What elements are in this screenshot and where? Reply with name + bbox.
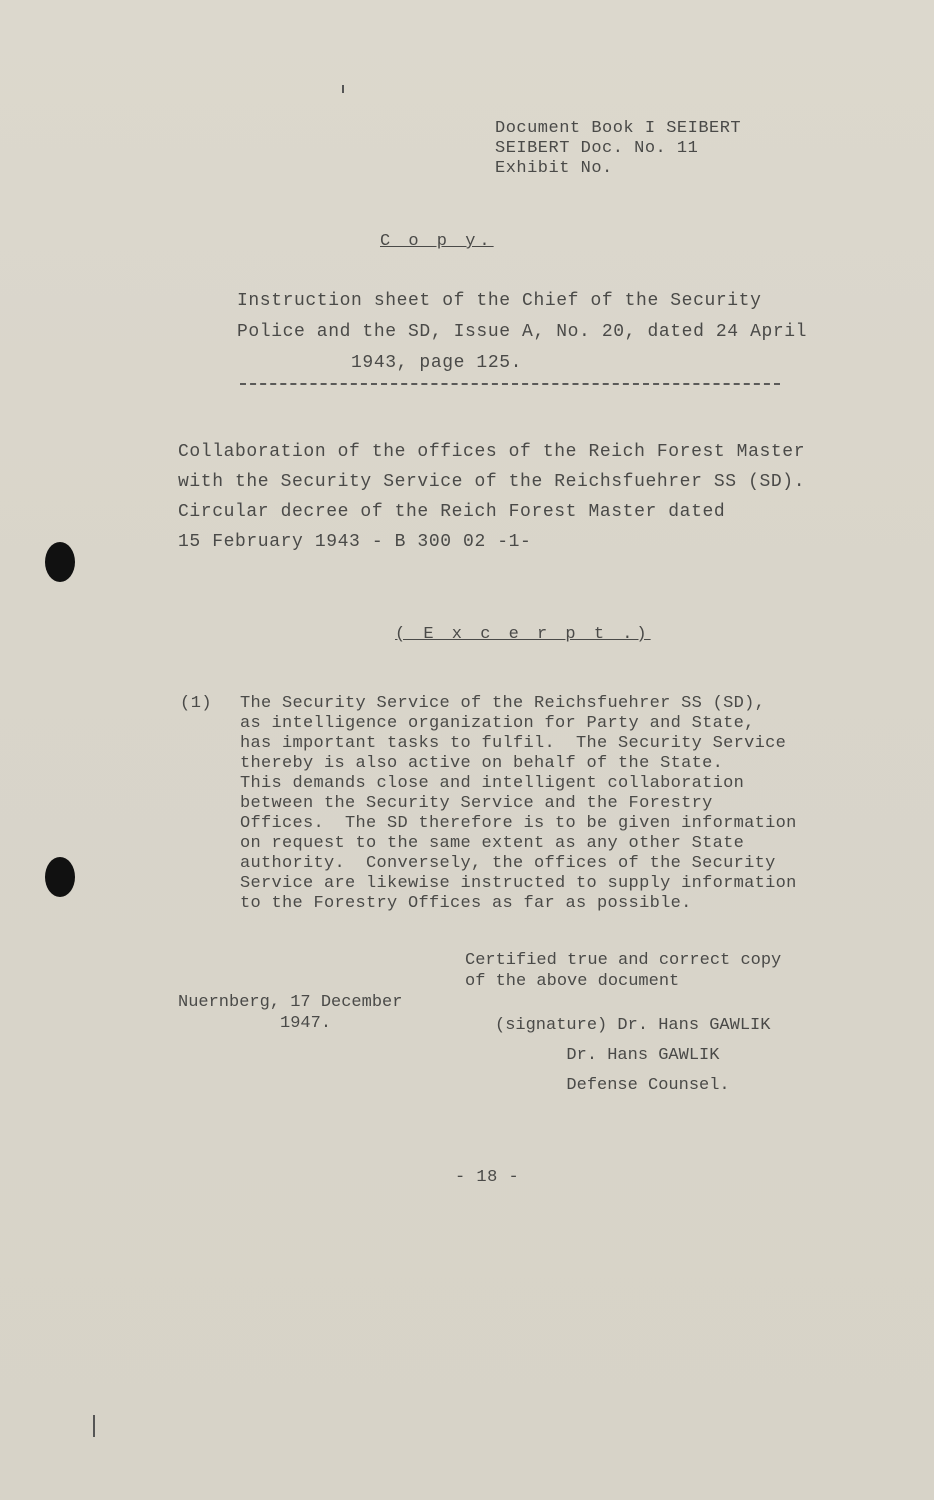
paragraph-line: Offices. The SD therefore is to be given information (240, 814, 797, 833)
signature-line: Defense Counsel. (495, 1076, 730, 1095)
paragraph-line: The Security Service of the Reichsfuehrer SS (SD), (240, 694, 766, 713)
paragraph-line: to the Forestry Offices as far as possible. (240, 894, 692, 913)
paragraph-line: authority. Conversely, the offices of the Security (240, 854, 776, 873)
punch-hole-lower (45, 857, 75, 897)
paragraph-line: Service are likewise instructed to supply information (240, 874, 797, 893)
subject-line: with the Security Service of the Reichsfuehrer SS (SD). (178, 472, 806, 492)
paragraph-line: thereby is also active on behalf of the State. (240, 754, 724, 773)
signature-line: (signature) Dr. Hans GAWLIK (495, 1016, 771, 1035)
subject-line: 15 February 1943 - B 300 02 -1- (178, 532, 532, 552)
subject-line: Circular decree of the Reich Forest Master dated (178, 502, 726, 522)
collaboration-subject (178, 437, 805, 557)
page-number: - 18 - (455, 1168, 520, 1187)
margin-tick-bottom (93, 1415, 95, 1437)
dashed-divider (240, 383, 780, 385)
certification-line: Certified true and correct copy (465, 951, 782, 970)
paragraph-line: This demands close and intelligent collaboration (240, 774, 745, 793)
paragraph-line: between the Security Service and the Forestry (240, 794, 713, 813)
subject-line: Collaboration of the offices of the Reich Forest Master (178, 442, 806, 462)
instruction-line: Police and the SD, Issue A, No. 20, dated 24 April (237, 322, 808, 342)
header-exhibit: Exhibit No. (495, 159, 613, 178)
signature-block (495, 1011, 770, 1101)
place-date-line: Nuernberg, 17 December (178, 993, 403, 1012)
instruction-title (237, 286, 837, 379)
excerpt-label: ( E x c e r p t .) (395, 625, 651, 644)
copy-label: C o p y. (380, 232, 494, 251)
place-date-line: 1947. (178, 1014, 332, 1033)
punch-hole-upper (45, 542, 75, 582)
header-document-book: Document Book I SEIBERT (495, 119, 742, 138)
instruction-line: Instruction sheet of the Chief of the Security (237, 291, 762, 311)
margin-tick-top (342, 85, 344, 93)
header-doc-number: SEIBERT Doc. No. 11 (495, 139, 699, 158)
certification (465, 950, 781, 992)
paragraph-line: on request to the same extent as any other State (240, 834, 745, 853)
paragraph-body (240, 694, 797, 914)
paragraph-line: has important tasks to fulfil. The Security Service (240, 734, 787, 753)
instruction-line: 1943, page 125. (237, 353, 523, 373)
certification-line: of the above document (465, 972, 680, 991)
place-date (178, 992, 402, 1034)
paragraph-line: as intelligence organization for Party and State, (240, 714, 755, 733)
paragraph-number: (1) (180, 694, 213, 713)
signature-line: Dr. Hans GAWLIK (495, 1046, 720, 1065)
